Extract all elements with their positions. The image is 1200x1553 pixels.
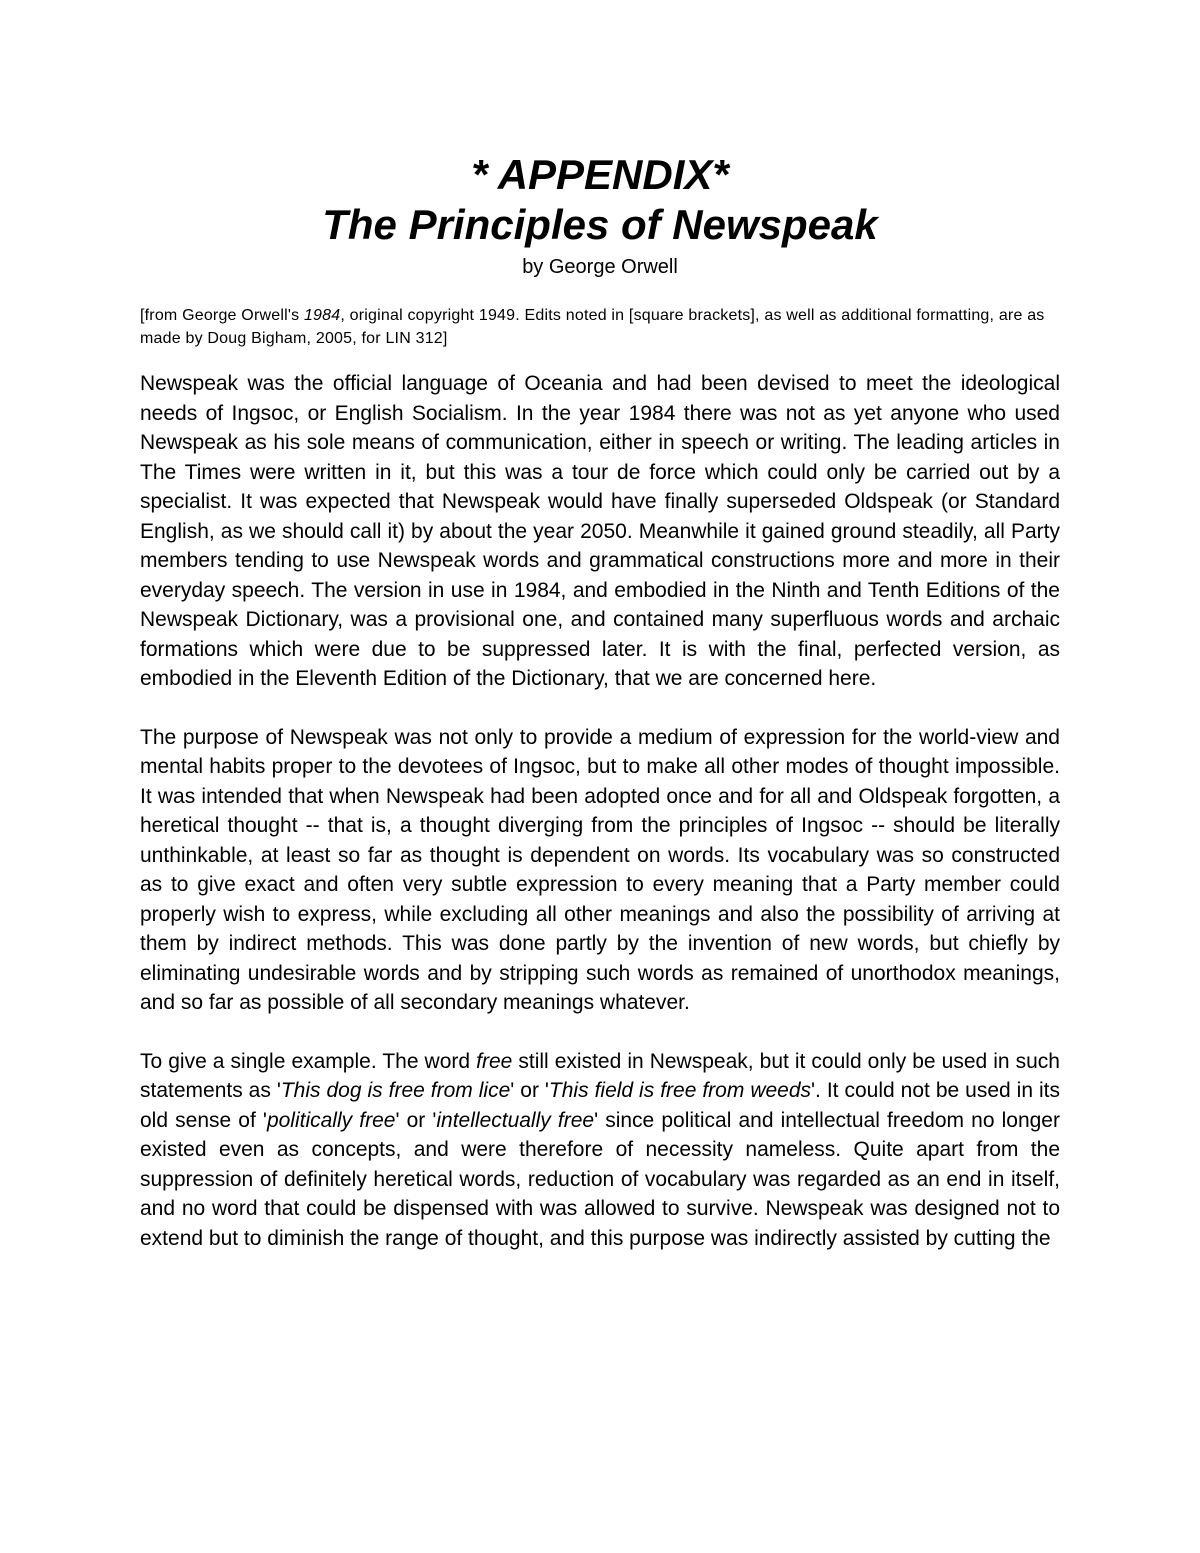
p3-text-1: To give a single example. The word — [140, 1049, 477, 1073]
paragraph-2: The purpose of Newspeak was not only to provide a medium of expression for the world-view and mental habits proper to the devotees of Ingsoc, but to make all other modes of thought impossible. It was intended that when Newspeak had been adopted once and for all and Oldspeak forgotten, a heretical thought -- that is, a thought diverging from the principles of Ingsoc -- should be literally unthinkable, at least so far as thought is dependent on words. Its vocabulary was so constructed as to give exact and often very subtle expression to every meaning that a Party member could properly wish to express, while excluding all other meanings and also the possibility of arriving at them by indirect methods. This was done partly by the invention of new words, but chiefly by eliminating undesirable words and by stripping such words as remained of unorthodox meanings, and so far as possible of all secondary meanings whatever. — [140, 725, 1060, 1014]
note-text-1: [from George Orwell's — [140, 307, 304, 324]
appendix-heading: * APPENDIX* — [471, 151, 729, 198]
p3-text-5: ' or ' — [395, 1108, 437, 1132]
p3-italic-political: politically free — [266, 1108, 396, 1132]
p3-text-2: still existed in Newspeak, but it could only be used in such statements as ' — [140, 1049, 1060, 1102]
paragraph-3 — [140, 1047, 1060, 1254]
editorial-note — [140, 304, 1060, 350]
p3-italic-field: This field is free from weeds — [548, 1079, 812, 1102]
p3-text-6: ' since political and intellectual freedom no longer existed even as concepts, and were therefore of necessity nameless. Quite apart from the suppression of definitely heretical words, reduction of vocabulary was regarded as an end in itself, and no word that could be dispensed with was allowed to survive. Newspeak was designed not to extend but to diminish the range of thought, and this purpose was indirectly assisted by cutting the — [140, 1108, 1060, 1250]
note-book-title: 1984 — [303, 307, 341, 324]
title-block — [140, 150, 1060, 280]
p3-text-4: '. It could not be used in its old sense of ' — [140, 1079, 1060, 1132]
p3-text-3: ' or ' — [510, 1079, 549, 1102]
p3-italic-intellectual: intellectually free — [436, 1108, 595, 1132]
note-text-2: , original copyright 1949. Edits noted in [square brackets], as well as additional formatting, are as made by Doug Bigham, 2005, for LIN 312] — [140, 307, 1045, 347]
byline: by George Orwell — [522, 256, 678, 278]
paragraph-1: Newspeak was the official language of Oceania and had been devised to meet the ideological needs of Ingsoc, or English Socialism. In the year 1984 there was not as yet anyone who used Newspeak as his sole means of communication, either in speech or writing. The leading articles in The Times were written in it, but this was a tour de force which could only be carried out by a specialist. It was expected that Newspeak would have finally superseded Oldspeak (or Standard English, as we should call it) by about the year 2050. Meanwhile it gained ground steadily, all Party members tending to use Newspeak words and grammatical constructions more and more in their everyday speech. The version in use in 1984, and embodied in the Ninth and Tenth Editions of the Newspeak Dictionary, was a provisional one, and contained many superfluous words and archaic formations which were due to be suppressed later. It is with the final, perfected version, as embodied in the Eleventh Edition of the Dictionary, that we are concerned here. — [140, 372, 1060, 690]
document-title: The Principles of Newspeak — [322, 201, 878, 248]
document-page — [140, 150, 1060, 1253]
p3-italic-free: free — [476, 1049, 513, 1073]
p3-italic-dog: This dog is free from lice — [280, 1079, 511, 1102]
